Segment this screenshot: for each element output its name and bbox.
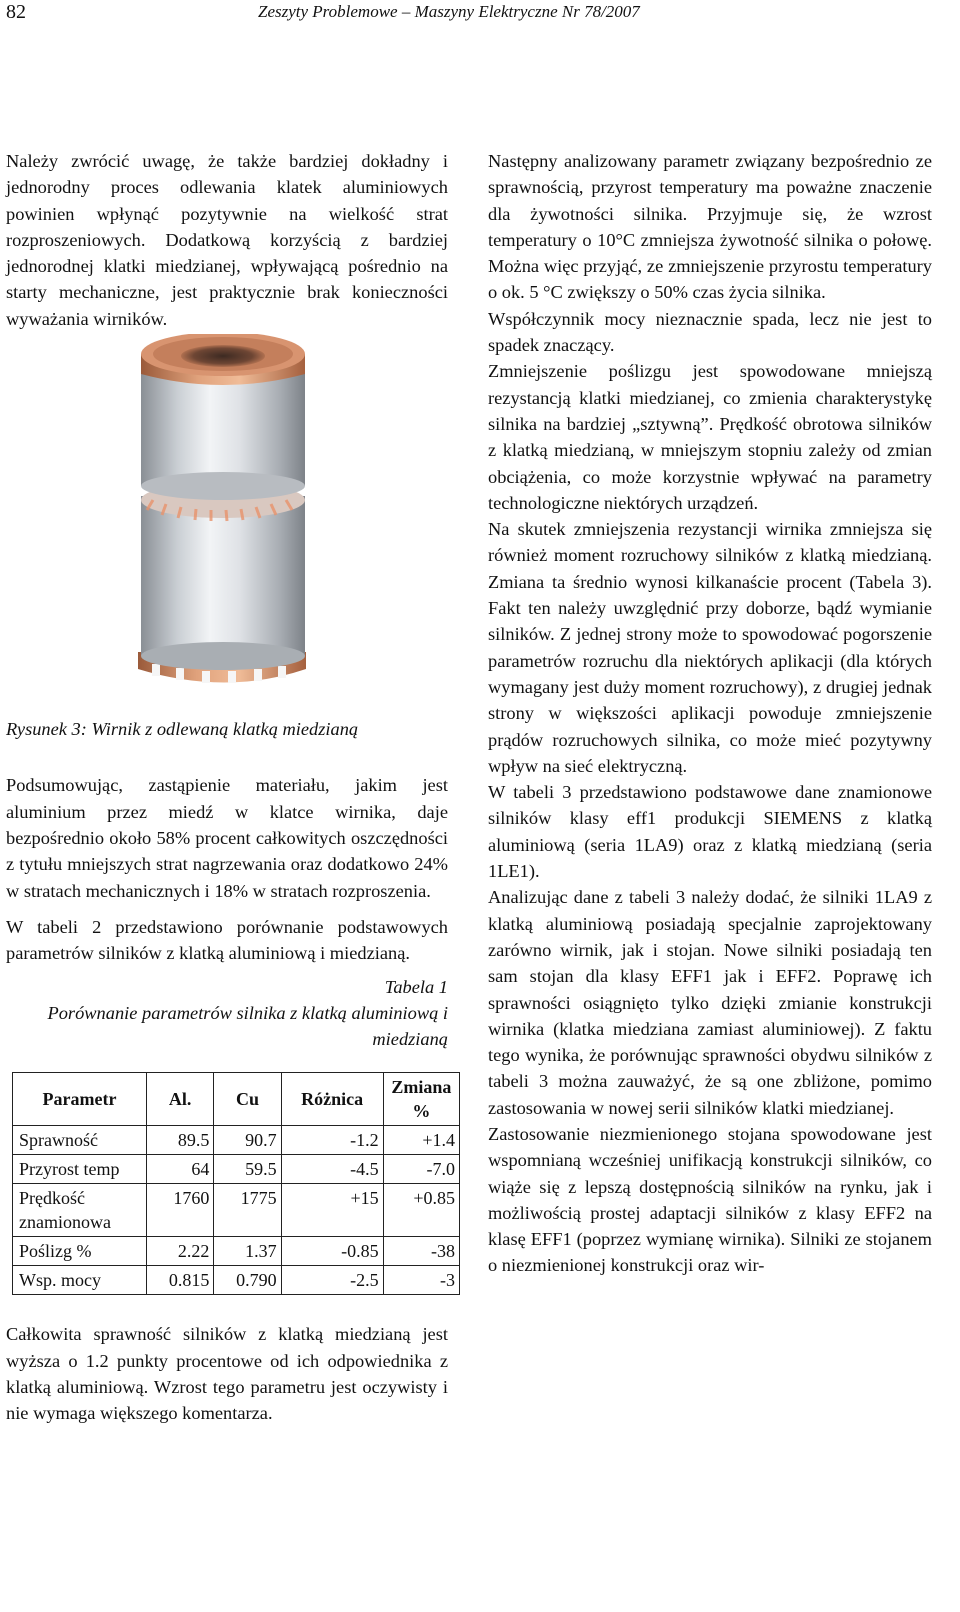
table-cell: 90.7 xyxy=(214,1126,281,1155)
table-title: Tabela 1 xyxy=(384,977,448,998)
table-row xyxy=(13,1237,460,1266)
table-cell: 89.5 xyxy=(147,1126,214,1155)
paragraph-power-factor: Współczynnik mocy nieznacznie spada, lecz nie jest to spadek znaczący. xyxy=(488,308,932,356)
table-row xyxy=(13,1266,460,1295)
paragraph-temperature: Następny analizowany parametr związany bezpośrednio ze sprawnością, przyrost temperatury ma poważne znaczenie dla żywotności silnika. Przyjmuje się, że wzrost temperatury o 10°C zmniejsza żywotność silnika o połowę. Można więc przyjąć, ze zmniejszenie przyrostu temperatury o ok. 5 °C zwiększy o 50% czas życia silnika. xyxy=(488,151,932,303)
table-cell: -0.85 xyxy=(281,1237,383,1266)
figure-caption: Rysunek 3: Wirnik z odlewaną klatką miedzianą xyxy=(6,719,359,740)
table-cell: +1.4 xyxy=(383,1126,459,1155)
paragraph-table-intro: W tabeli 2 przedstawiono porównanie podstawowych parametrów silników z klatką aluminiową i miedzianą. xyxy=(6,916,448,964)
table-cell: Poślizg % xyxy=(13,1237,147,1266)
journal-title: Zeszyty Problemowe – Maszyny Elektryczne Nr 78/2007 xyxy=(258,2,640,21)
table-cell: +15 xyxy=(281,1184,383,1237)
right-column xyxy=(488,148,932,1279)
table-cell: 1.37 xyxy=(214,1237,281,1266)
table-cell: Sprawność xyxy=(13,1126,147,1155)
page-number: 82 xyxy=(6,1,26,23)
table-cell: -3 xyxy=(383,1266,459,1295)
paragraph-table3-intro: W tabeli 3 przedstawiono podstawowe dane znamionowe silników klasy eff1 produkcji SIEMENS z klatką aluminiową (seria 1LA9) oraz z klatką miedzianą (seria 1LE1). xyxy=(488,782,932,882)
paragraph-intro: Należy zwrócić uwagę, że także bardziej dokładny i jednorodny proces odlewania klatek aluminiowych powinien wpłynąć pozytywnie na wielkość strat rozproszeniowych. Dodatkową korzyścią z bardziej jednorodnej klatki miedzianej, wpływającą pośrednio na starty mechaniczne, jest praktycznie brak konieczności wyważania wirników. xyxy=(6,151,448,329)
paragraph-summary: Podsumowując, zastąpienie materiału, jakim jest aluminium przez miedź w klatce wirnika, daje bezpośrednio około 58% procent całkowitych oszczędności z tytułu mniejszych strat nagrzewania oraz dodatkowo 24% w stratach mechanicznych i 18% w stratach rozproszenia. xyxy=(6,775,448,901)
table-cell: -4.5 xyxy=(281,1155,383,1184)
paragraph-efficiency: Całkowita sprawność silników z klatką miedzianą jest wyższa o 1.2 punkty procentowe od ich odpowiednika z klatką aluminiową. Wzrost tego parametru jest oczywisty i nie wymaga większego komentarza. xyxy=(6,1324,448,1424)
table-cell: Prędkość znamionowa xyxy=(13,1184,147,1237)
table-cell: -38 xyxy=(383,1237,459,1266)
copper-rotor-image xyxy=(6,334,448,710)
header-al: Al. xyxy=(147,1073,214,1126)
table-cell: 2.22 xyxy=(147,1237,214,1266)
table-cell: 1760 xyxy=(147,1184,214,1237)
table-cell: -2.5 xyxy=(281,1266,383,1295)
header-parametr: Parametr xyxy=(13,1073,147,1126)
page-header xyxy=(0,0,960,30)
table-cell: 0.790 xyxy=(214,1266,281,1295)
comparison-table xyxy=(12,1072,460,1295)
rotor-figure xyxy=(6,334,448,710)
table-cell: Przyrost temp xyxy=(13,1155,147,1184)
left-column xyxy=(6,148,455,1427)
paragraph-stator: Zastosowanie niezmienionego stojana spowodowane jest wspomnianą wcześniej unifikacją konstrukcji silników, co wiąże się z lepszą dostępnością silników na rynku, jak i możliwością prostej adaptacji silników z klasy EFF2 na klasę EFF1 (poprzez wymianę wirnika). Silniki ze stojanem o niezmienionej konstrukcji oraz wir- xyxy=(488,1123,932,1276)
table-cell: Wsp. mocy xyxy=(13,1266,147,1295)
table-header-row xyxy=(13,1073,460,1126)
paragraph-slip: Zmniejszenie poślizgu jest spowodowane mniejszą rezystancją klatki miedzianej, co zmienia charakterystykę silnika na bardziej „sztywną”. Prędkość obrotowa silników z klatką miedzianą, w mniejszym stopniu zależy od zmian obciążenia, co może korzystnie wpływać na parametry technologiczne niektórych urządzeń. xyxy=(488,361,932,513)
paragraph-starting-torque: Na skutek zmniejszenia rezystancji wirnika zmniejsza się również moment rozruchowy silników z klatką miedzianą. Zmiana ta średnio wynosi kilkanaście procent (Tabela 3). Fakt ten należy uwzględnić przy doborze, bądź wymianie silników. Z jednej strony może to spowodować pogorszenie parametrów rozruchu dla niektórych aplikacji (dla których wymagany jest duży moment rozruchowy), z drugiej jednak strony w większości aplikacji powoduje zmniejszenie prądów rozruchowych silnika, co może mieć pozytywny wpływ na sieć elektryczną. xyxy=(488,519,932,776)
table-subtitle: Porównanie parametrów silnika z klatką aluminiową i miedzianą xyxy=(47,1003,448,1050)
table-cell: 64 xyxy=(147,1155,214,1184)
table-row xyxy=(13,1155,460,1184)
header-cu: Cu xyxy=(214,1073,281,1126)
paragraph-analysis: Analizując dane z tabeli 3 należy dodać, że silniki 1LA9 z klatką aluminiową posiadają specjalnie zaprojektowany zarówno wirnik, jak i stojan. Nowe silniki posiadają ten sam stojan dla klasy EFF1 jak i EFF2. Poprawę ich sprawności osiągnięto tylko dzięki zmianie konstrukcji wirnika (klatka miedziana zamiast aluminiowej). Z faktu tego wynika, że porównując sprawności obydwu silników z tabeli 3 można zauważyć, że są one zbliżone, pomimo zastosowania w nowej serii silników klatki miedzianej. xyxy=(488,887,932,1118)
table-cell: -1.2 xyxy=(281,1126,383,1155)
table-row xyxy=(13,1184,460,1237)
table-cell: 0.815 xyxy=(147,1266,214,1295)
table-cell: -7.0 xyxy=(383,1155,459,1184)
header-roznica: Różnica xyxy=(281,1073,383,1126)
table-cell: 59.5 xyxy=(214,1155,281,1184)
header-zmiana: Zmiana % xyxy=(383,1073,459,1126)
table-cell: +0.85 xyxy=(383,1184,459,1237)
table-row xyxy=(13,1126,460,1155)
table-cell: 1775 xyxy=(214,1184,281,1237)
